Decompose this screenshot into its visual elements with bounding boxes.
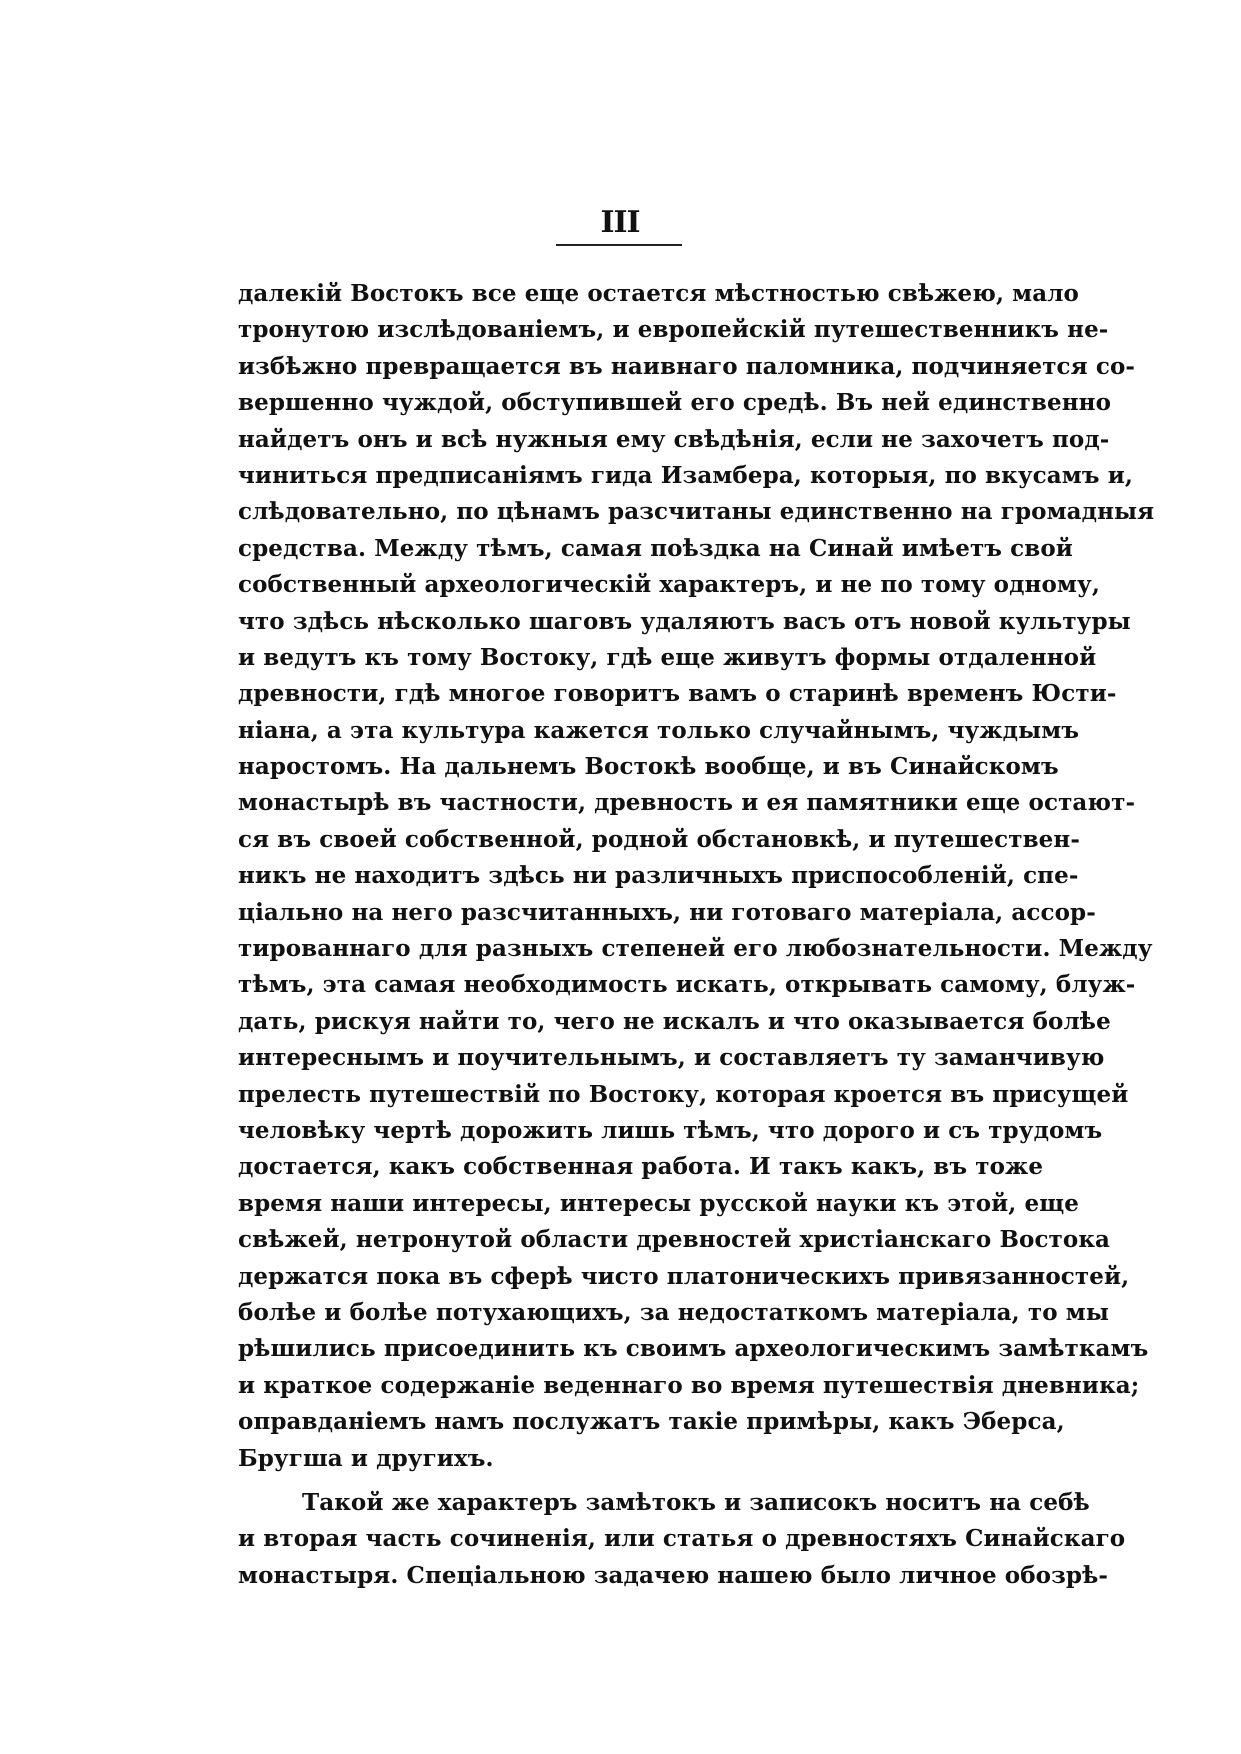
text-line: человѣку чертѣ дорожить лишь тѣмъ, что дорого и съ трудомъ xyxy=(238,1116,1103,1144)
text-line: держатся пока въ сферѣ чисто платоническихъ привязанностей, xyxy=(238,1262,1130,1290)
text-line: никъ не находитъ здѣсь ни различныхъ приспособленій, спе- xyxy=(238,862,1079,890)
text-line: болѣе и болѣе потухающихъ, за недостаткомъ матеріала, то мы xyxy=(238,1298,1110,1326)
text-line: тированнаго для разныхъ степеней его любознательности. Между xyxy=(238,935,1153,963)
text-line: ніана, а эта культура кажется только случайнымъ, чуждымъ xyxy=(238,716,1080,744)
text-line: что здѣсь нѣсколько шаговъ удаляютъ васъ отъ новой культуры xyxy=(238,607,1131,635)
text-line: далекій Востокъ все еще остается мѣстностью свѣжею, мало xyxy=(238,280,1080,307)
text-line: ціально на него разсчитанныхъ, ни готоваго матеріала, ассор- xyxy=(238,898,1096,926)
text-line: чиниться предписаніямъ гида Изамбера, которыя, по вкусамъ и, xyxy=(238,461,1133,489)
paragraph xyxy=(238,1485,1126,1594)
text-line: оправданіемъ намъ послужатъ такіе примѣры, какъ Эберса, xyxy=(238,1408,1065,1436)
text-line: монастырѣ въ частности, древность и ея памятники еще остают- xyxy=(238,789,1136,817)
text-line: и ведутъ къ тому Востоку, гдѣ еще живутъ формы отдаленной xyxy=(238,643,1097,671)
text-line: вершенно чуждой, обступившей его средѣ. Въ ней единственно xyxy=(238,389,1112,417)
text-line: средства. Между тѣмъ, самая поѣздка на Синай имѣетъ свой xyxy=(238,534,1073,562)
text-line: прелесть путешествій по Востоку, которая кроется въ присущей xyxy=(238,1080,1129,1108)
text-line: слѣдовательно, по цѣнамъ разсчитаны единственно на громадныя xyxy=(238,498,1155,526)
text-line: Такой же характеръ замѣтокъ и записокъ носитъ на себѣ xyxy=(302,1488,1090,1516)
text-line: найдетъ онъ и всѣ нужныя ему свѣдѣнія, если не захочетъ под- xyxy=(238,425,1110,453)
text-line: и краткое содержаніе веденнаго во время путешествія дневника; xyxy=(238,1371,1140,1399)
paragraph xyxy=(238,276,1155,1477)
text-line: и вторая часть сочиненія, или статья о древностяхъ Синайскаго xyxy=(238,1525,1126,1553)
text-line: избѣжно превращается въ наивнаго паломника, подчиняется со- xyxy=(238,352,1136,380)
page-number: III xyxy=(600,205,640,240)
text-line: собственный археологическій характеръ, и не по тому одному, xyxy=(238,571,1100,599)
text-line: рѣшились присоединить къ своимъ археологическимъ замѣткамъ xyxy=(238,1335,1149,1363)
text-line: наростомъ. На дальнемъ Востокѣ вообще, и въ Синайскомъ xyxy=(238,753,1059,781)
text-line: монастыря. Спеціальною задачею нашею было личное обозрѣ- xyxy=(238,1561,1108,1589)
page-body xyxy=(238,276,1155,1594)
text-line: достается, какъ собственная работа. И такъ какъ, въ тоже xyxy=(238,1153,1044,1181)
text-line: свѣжей, нетронутой области древностей христіанскаго Востока xyxy=(238,1226,1111,1254)
text-line: древности, гдѣ многое говоритъ вамъ о старинѣ временъ Юсти- xyxy=(238,680,1117,708)
text-line: время наши интересы, интересы русской науки къ этой, еще xyxy=(238,1189,1079,1217)
text-line: ся въ своей собственной, родной обстановкѣ, и путешествен- xyxy=(238,825,1080,853)
text-line: Бругша и другихъ. xyxy=(238,1444,494,1472)
text-line: тѣмъ, эта самая необходимость искать, открывать самому, блуж- xyxy=(238,971,1136,999)
text-line: дать, рискуя найти то, чего не искалъ и что оказывается болѣе xyxy=(238,1007,1111,1035)
text-line: тронутою изслѣдованіемъ, и европейскій путешественникъ не- xyxy=(238,316,1109,344)
text-line: интереснымъ и поучительнымъ, и составляетъ ту заманчивую xyxy=(238,1044,1105,1072)
page-number-rule xyxy=(556,244,682,246)
paragraph-gap xyxy=(238,1477,1008,1485)
